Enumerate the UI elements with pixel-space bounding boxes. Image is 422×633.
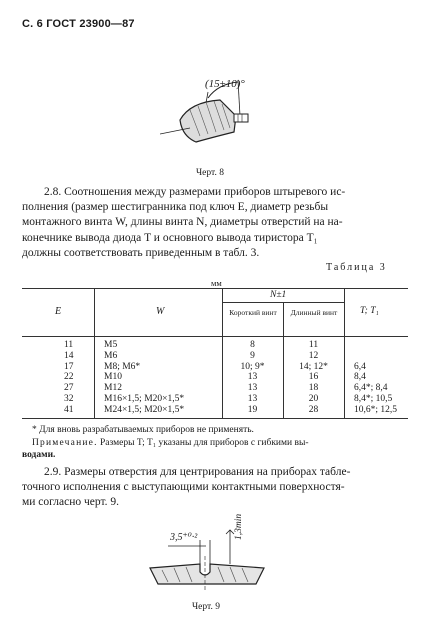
- table-row: [22, 383, 408, 394]
- cell-e: 14: [64, 350, 74, 361]
- cell-e: 41: [64, 404, 74, 415]
- cell-t: [344, 351, 408, 362]
- cell-n-short: 8: [250, 340, 255, 350]
- section-2-8: [22, 185, 402, 261]
- cell-t: 8,4*; 10,5: [354, 393, 393, 404]
- table-row: [22, 340, 408, 351]
- cell-t: [344, 340, 408, 351]
- table-3-body: [22, 340, 408, 416]
- figure-8-caption: Черт. 8: [196, 168, 224, 178]
- section-2-9: [22, 465, 402, 511]
- note-label: Примечание.: [32, 438, 98, 448]
- note-text: Размеры T; T₁ указаны для приборов с гибкими вы-: [100, 438, 309, 448]
- figure-9-depth-label: 1,3min: [234, 513, 244, 540]
- section-2-8-line-1: 2.8. Соотношения между размерами приборов штыревого ис-: [44, 186, 346, 198]
- cell-e: 32: [64, 393, 74, 404]
- table-row: [22, 351, 408, 362]
- cell-e: 22: [64, 372, 74, 383]
- table-bottom-rule: [22, 418, 408, 419]
- table-header-rule: [22, 336, 408, 337]
- cell-t: 8,4: [354, 372, 366, 383]
- cell-t: 6,4*; 8,4: [354, 383, 388, 394]
- cell-w: М10: [104, 372, 122, 383]
- cell-e: 11: [64, 340, 74, 350]
- cell-n-short: 19: [247, 404, 258, 415]
- cell-n-short: 9: [250, 350, 255, 361]
- table-row: [22, 405, 408, 416]
- cell-w: М12: [104, 383, 122, 394]
- cell-w: М16×1,5; М20×1,5*: [104, 393, 185, 404]
- figure-9-caption: Черт. 9: [192, 602, 220, 612]
- table-3-unit: мм: [211, 278, 222, 288]
- table-3-footnote: * Для вновь разрабатываемых приборов не применять.: [32, 425, 254, 435]
- section-2-9-line-3: ми согласно черт. 9.: [22, 496, 120, 509]
- header-w: W: [156, 306, 165, 317]
- section-2-9-line-2: точного исполнения с выступающими контактными поверхностя-: [22, 481, 345, 494]
- table-3-note-continuation: водами.: [22, 450, 56, 460]
- section-2-8-line-3: монтажного винта W, длины винта N, диаметры отверстий на на-: [22, 216, 343, 229]
- cell-n-short: 13: [247, 372, 258, 383]
- table-row: [22, 394, 408, 405]
- figure-9-width-label: 3,5⁺⁰·²: [170, 532, 198, 543]
- table-row: [22, 362, 408, 373]
- cell-n-long: 11: [308, 340, 319, 350]
- cell-n-long: 16: [308, 372, 319, 383]
- cell-w: М24×1,5; М20×1,5*: [104, 404, 185, 415]
- cell-n-long: 12: [308, 350, 319, 361]
- cell-e: 17: [64, 361, 74, 372]
- cell-w: М8; М6*: [104, 361, 141, 372]
- table-row: [22, 372, 408, 383]
- header-n: N±1: [270, 290, 287, 300]
- cell-n-long: 20: [308, 393, 319, 404]
- section-2-8-line-5: должны соответствовать приведенным в табл. 3.: [22, 246, 260, 259]
- page-header: С. 6 ГОСТ 23900—87: [22, 18, 135, 30]
- cell-e: 27: [64, 383, 74, 394]
- cell-w: М5: [104, 340, 118, 350]
- table-top-rule: [22, 288, 408, 289]
- table-3-title: Таблица 3: [326, 262, 387, 273]
- cell-t: 10,6*; 12,5: [354, 404, 398, 415]
- cell-n-short: 13: [247, 393, 258, 404]
- figure-9-drawing: [148, 520, 268, 592]
- cell-n-short: 10; 9*: [240, 361, 265, 372]
- cell-n-long: 18: [308, 383, 319, 394]
- header-n-long: Длинный винт: [290, 308, 338, 317]
- header-t: T; T₁: [360, 306, 379, 316]
- cell-n-short: 13: [247, 383, 258, 394]
- cell-n-long: 14; 12*: [299, 361, 328, 372]
- header-n-short: Короткий винт: [229, 308, 277, 317]
- section-2-9-line-1: 2.9. Размеры отверстия для центрирования на приборах табле-: [44, 466, 351, 478]
- section-2-8-line-4: конечнике вывода диода T и основного вывода тиристора T₁: [22, 231, 318, 244]
- figure-8-dimension-label: (15±10)°: [205, 78, 245, 90]
- cell-w: М6: [104, 350, 118, 361]
- section-2-8-line-2: полнения (размер шестигранника под ключ E, диаметр резьбы: [22, 201, 329, 214]
- header-e: E: [55, 306, 62, 317]
- table-3-note: [32, 437, 408, 449]
- cell-n-long: 28: [308, 404, 319, 415]
- cell-t: 6,4: [354, 361, 366, 372]
